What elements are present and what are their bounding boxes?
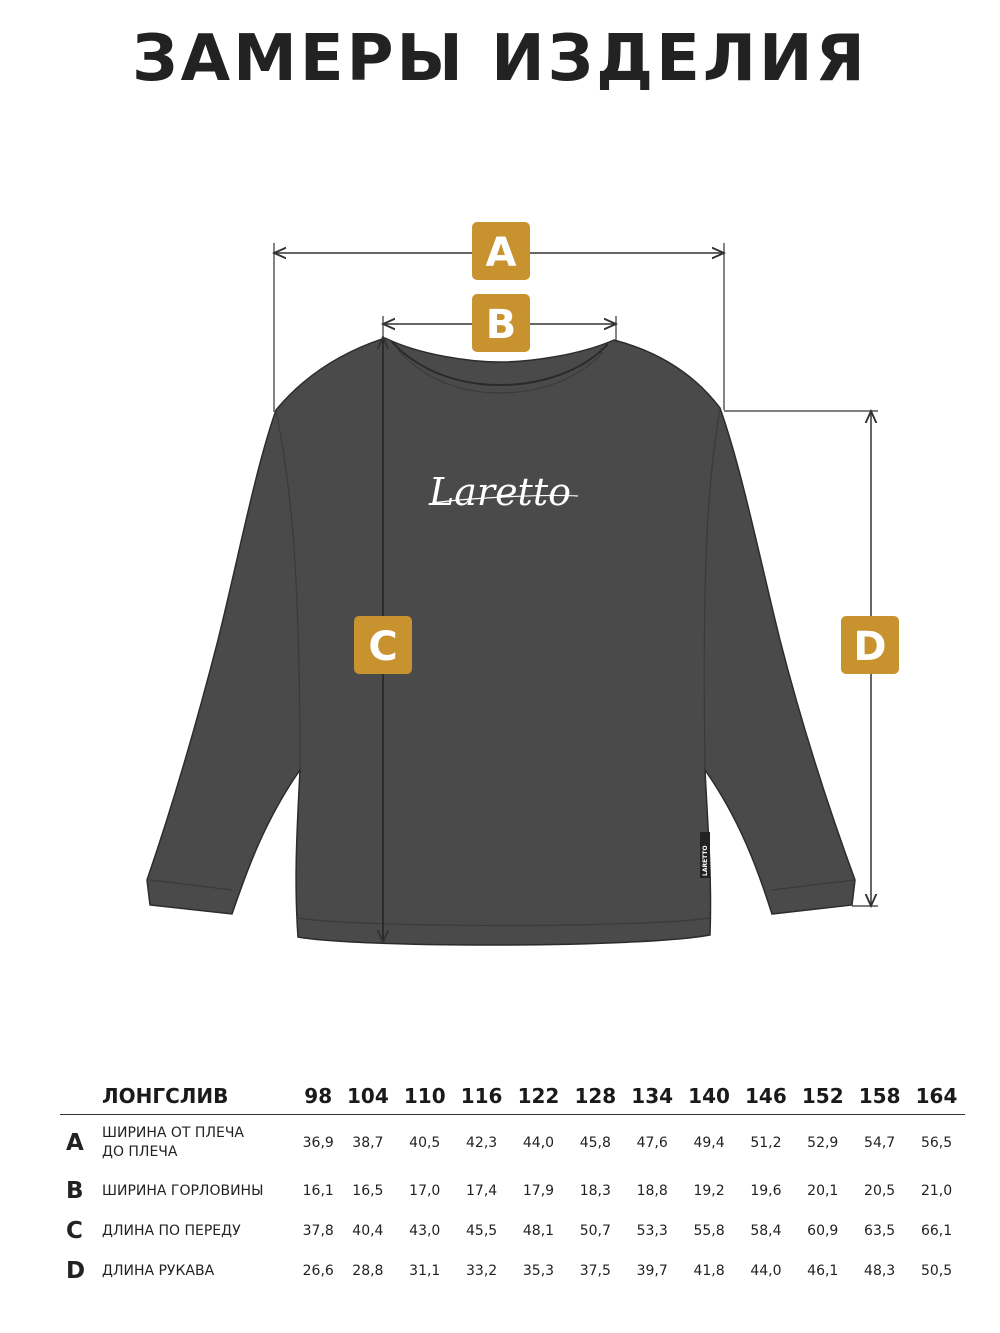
size-140: 140 bbox=[681, 1078, 738, 1115]
page-title: ЗАМЕРЫ ИЗДЕЛИЯ bbox=[132, 22, 868, 96]
table-cell: 37,8 bbox=[302, 1223, 334, 1239]
table-cell: 58,4 bbox=[750, 1223, 782, 1239]
table-cell: 63,5 bbox=[864, 1223, 896, 1239]
table-cell: 43,0 bbox=[409, 1223, 441, 1239]
row-letter: C bbox=[66, 1218, 83, 1244]
table-cell: 56,5 bbox=[920, 1135, 953, 1151]
badge-c bbox=[354, 616, 412, 674]
size-134: 134 bbox=[624, 1078, 681, 1115]
table-cell: 48,1 bbox=[522, 1223, 555, 1239]
row-letter: A bbox=[66, 1130, 84, 1156]
size-158: 158 bbox=[851, 1078, 908, 1115]
table-cell: 42,3 bbox=[466, 1135, 498, 1151]
table-cell: 36,9 bbox=[302, 1135, 334, 1151]
table-cell: 17,9 bbox=[522, 1183, 555, 1199]
table-cell: 52,9 bbox=[807, 1135, 839, 1151]
size-header-row bbox=[60, 1078, 965, 1115]
table-row-d bbox=[60, 1251, 965, 1291]
table-cell: 33,2 bbox=[466, 1263, 498, 1279]
table-cell: 39,7 bbox=[636, 1263, 668, 1279]
table-cell: 50,7 bbox=[579, 1223, 611, 1239]
table-cell: 41,8 bbox=[693, 1263, 725, 1279]
badge-b bbox=[472, 294, 530, 352]
size-122: 122 bbox=[510, 1078, 567, 1115]
longsleeve-shirt bbox=[147, 338, 855, 945]
table-cell: 37,5 bbox=[579, 1263, 611, 1279]
table-row-a bbox=[60, 1115, 965, 1172]
row-name: ДЛИНА РУКАВА bbox=[102, 1262, 215, 1279]
table-cell: 19,2 bbox=[693, 1183, 725, 1199]
row-name: ШИРИНА ГОРЛОВИНЫ bbox=[102, 1182, 264, 1199]
table-cell: 26,6 bbox=[302, 1263, 334, 1279]
table-cell: 66,1 bbox=[920, 1223, 953, 1239]
size-152: 152 bbox=[794, 1078, 851, 1115]
table-cell: 18,8 bbox=[636, 1183, 668, 1199]
table-cell: 17,4 bbox=[466, 1183, 498, 1199]
table-cell: 45,5 bbox=[466, 1223, 498, 1239]
svg-text:B: B bbox=[485, 302, 517, 348]
svg-text:A: A bbox=[485, 230, 517, 276]
table-cell: 51,2 bbox=[750, 1135, 782, 1151]
size-164: 164 bbox=[908, 1078, 965, 1115]
badge-d bbox=[841, 616, 899, 674]
side-label-text: LARETTO bbox=[702, 845, 709, 876]
svg-text:C: C bbox=[368, 624, 398, 670]
table-cell: 31,1 bbox=[409, 1263, 441, 1279]
table-row-c bbox=[60, 1211, 965, 1251]
size-146: 146 bbox=[737, 1078, 794, 1115]
table-cell: 40,4 bbox=[352, 1223, 384, 1239]
table-cell: 47,6 bbox=[636, 1135, 668, 1151]
table-cell: 45,8 bbox=[579, 1135, 611, 1151]
size-104: 104 bbox=[339, 1078, 396, 1115]
size-table bbox=[60, 1078, 965, 1291]
table-cell: 60,9 bbox=[807, 1223, 839, 1239]
table-cell: 16,5 bbox=[352, 1183, 384, 1199]
table-cell: 17,0 bbox=[409, 1183, 441, 1199]
svg-text:D: D bbox=[853, 624, 887, 670]
table-row-b bbox=[60, 1171, 965, 1211]
size-98: 98 bbox=[297, 1078, 339, 1115]
table-cell: 18,3 bbox=[579, 1183, 611, 1199]
row-letter: D bbox=[66, 1258, 86, 1284]
table-cell: 46,1 bbox=[807, 1263, 839, 1279]
table-cell: 20,5 bbox=[864, 1183, 896, 1199]
brand-print: Laretto bbox=[429, 470, 571, 514]
table-cell: 38,7 bbox=[352, 1135, 384, 1151]
size-116: 116 bbox=[453, 1078, 510, 1115]
table-cell: 16,1 bbox=[302, 1183, 334, 1199]
table-cell: 35,3 bbox=[522, 1263, 555, 1279]
table-cell: 54,7 bbox=[864, 1135, 896, 1151]
badge-a bbox=[472, 222, 530, 280]
table-cell: 20,1 bbox=[807, 1183, 839, 1199]
table-cell: 44,0 bbox=[750, 1263, 782, 1279]
row-letter: B bbox=[66, 1178, 84, 1204]
table-cell: 55,8 bbox=[693, 1223, 725, 1239]
shirt-body bbox=[147, 338, 855, 945]
table-cell: 21,0 bbox=[920, 1183, 953, 1199]
row-name: ДЛИНА ПО ПЕРЕДУ bbox=[102, 1222, 241, 1239]
table-cell: 53,3 bbox=[636, 1223, 668, 1239]
table-cell: 48,3 bbox=[864, 1263, 896, 1279]
table-cell: 49,4 bbox=[693, 1135, 725, 1151]
table-cell: 40,5 bbox=[409, 1135, 441, 1151]
size-110: 110 bbox=[396, 1078, 453, 1115]
product-name: ЛОНГСЛИВ bbox=[60, 1078, 297, 1115]
table-cell: 19,6 bbox=[750, 1183, 782, 1199]
table-cell: 50,5 bbox=[920, 1263, 953, 1279]
table-cell: 44,0 bbox=[522, 1135, 555, 1151]
row-name: ШИРИНА ОТ ПЛЕЧА ДО ПЛЕЧА bbox=[102, 1125, 245, 1160]
size-128: 128 bbox=[567, 1078, 624, 1115]
table-cell: 28,8 bbox=[352, 1263, 384, 1279]
